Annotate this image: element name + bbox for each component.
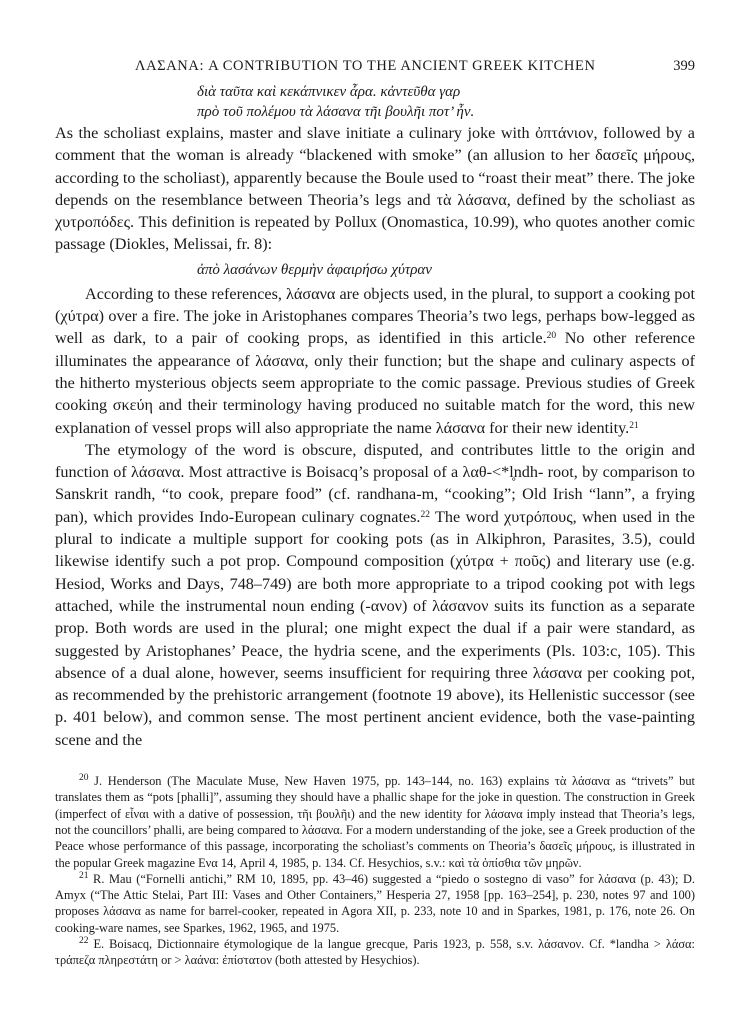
page-number: 399 [673,58,695,74]
paragraph-2-text-after: No other reference illuminates the appearance of λάσανα, only their function; but the shape and culinary aspects of the hitherto mysterious objects seem appropriate to the comic passage. Previous studies of Greek cooking σκεύη and their terminology having produced no suitable match for the word, this new explanation of vessel props will also appropriate the name λάσανα for their new identity. [55,329,696,437]
diokles-quote: ἀπὸ λασάνων θερμὴν ἀφαιρήσω χύτραν [197,261,432,278]
footnote-number: 22 [79,935,89,946]
verse-line-1: διὰ ταῦτα καὶ κεκάπνικεν ἆρα. κἀντεῦθα γαρ [197,84,461,100]
footnote-number: 20 [79,773,89,784]
footnote-text: R. Mau (“Fornelli antichi,” RM 10, 1895, pp. 43–46) suggested a “piedo o sostegno di vaso” for λάσανα (p. 43); D. Amyx (“The Attic Stelai, Part III: Vases and Other Containers,” Hesperia 27, 1958 [pp. 163–254], p. 230, notes 97 and 100) proposes λάσανα as name for barrel-cooker, repeated in Agora XII, p. 233, note 10 and in Sparkes, 1981, p. 176, note 26. On cooking-ware names, see Sparkes, 1962, 1965, and 1975. [55,871,695,935]
paragraph-3-text: The etymology of the word is obscure, disputed, and contributes little to the origin and function of λάσανα. Most attractive is Boisacq’s proposal of a λαθ-<*l̥ndh- root, by comparison to Sanskrit randh, “to cook, prepare food” (cf. randhana-m, “cooking”; Old Irish “lann”, a frying pan), which provides Indo-European culinary cognates. [55,440,695,526]
paragraph-1: As the scholiast explains, master and slave initiate a culinary joke with ὀπτάνιον, followed by a comment that the woman is already “blackened with smoke” (an allusion to her δασεῖς μήρους, according to the scholiast), apparently because the Boule used to “roast their meat” there. The joke depends on the resemblance between Theoria’s legs and τὰ λάσανα, defined by the scholiast as χυτροπόδες. This definition is repeated by Pollux (Onomastica, 10.99), who quotes another comic passage (Diokles, Melissai, fr. 8): [55,124,695,254]
footnote-ref-22[interactable]: 22 [420,509,430,520]
footnote-ref-21[interactable]: 21 [629,420,639,431]
paragraph-3-text-after: The word χυτρόπους, when used in the plural to indicate a multiple support for cooking pots (as in Alkiphron, Parasites, 3.5), could likewise identify such a pot prop. Compound composition (χύτρα + ποῦς) and literary use (e.g. Hesiod, Works and Days, 748–749) are both more appropriate to a tripod cooking pot with legs attached, while the instrumental noun ending (-ανον) of λάσανον suits its function as a separate prop. Both words are used in the plural; one might expect the dual if a pair were standard, as suggested by Aristophanes’ Peace, the hydria scene, and the experiments (Pls. 103:c, 105). This absence of a dual alone, however, seems insufficient for requiring three λάσανα per cooking pot, as recommended by the prehistoric arrangement (footnote 19 above), its Hellenistic successor (see p. 401 below), and common sense. The most pertinent ancient evidence, both the vase-painting scene and the [55,507,695,749]
running-header [55,58,695,82]
paragraph-2 [55,283,695,439]
footnote-ref-20[interactable]: 20 [546,331,557,342]
paragraph-3 [55,439,695,751]
footnote-21 [55,871,695,936]
footnote-text: E. Boisacq, Dictionnaire étymologique de la langue grecque, Paris 1923, p. 558, s.v. λάσανον. Cf. *landha > λάσα: τράπεζα πληρεστάτη or > λαάνα: ἐπίστατον (both attested by Hesychios). [55,936,695,968]
footnote-20 [55,773,695,871]
paragraph-2-text: According to these references, λάσανα are objects used, in the plural, to support a cooking pot (χύτρα) over a fire. The joke in Aristophanes compares Theoria’s two legs, perhaps bow-legged as well as dark, to a pair of cooking props, as identified in this article. [55,284,695,348]
verse-line-2: πρὸ τοῦ πολέμου τὰ λάσανα τῆι βουλῆι ποτ’ ἦν. [197,104,475,120]
footnote-22 [55,936,695,969]
footnote-number: 21 [79,870,89,881]
document-page [55,58,695,969]
running-title: ΛΑΣΑΝΑ: A CONTRIBUTION TO THE ANCIENT GREEK KITCHEN [135,58,596,74]
footnotes [55,773,695,969]
footnote-text: J. Henderson (The Maculate Muse, New Haven 1975, pp. 143–144, no. 163) explains τὰ λάσανα as “trivets” but translates them as “pots [phalli]”, assuming they should have a phallic shape for the joke in question. The construction in Greek (imperfect of εἶναι with a dative of possession, τῆι βουλῆι) and the new identity for λάσανα imply instead that Theoria’s legs, not the councillors’ phalli, are being compared to λάσανα. For a modern understanding of the joke, see a Greek production of the Peace whose performance of this passage, incorporating the scholiast’s comments on Theoria’s δασεῖς μήρους, is illustrated in the popular Greek magazine Ενα 14, April 4, 1985, p. 134. Cf. Hesychios, s.v.: καὶ τὰ ὀπίσθια τῶν μηρῶν. [55,774,695,870]
verse-quote [197,82,695,122]
